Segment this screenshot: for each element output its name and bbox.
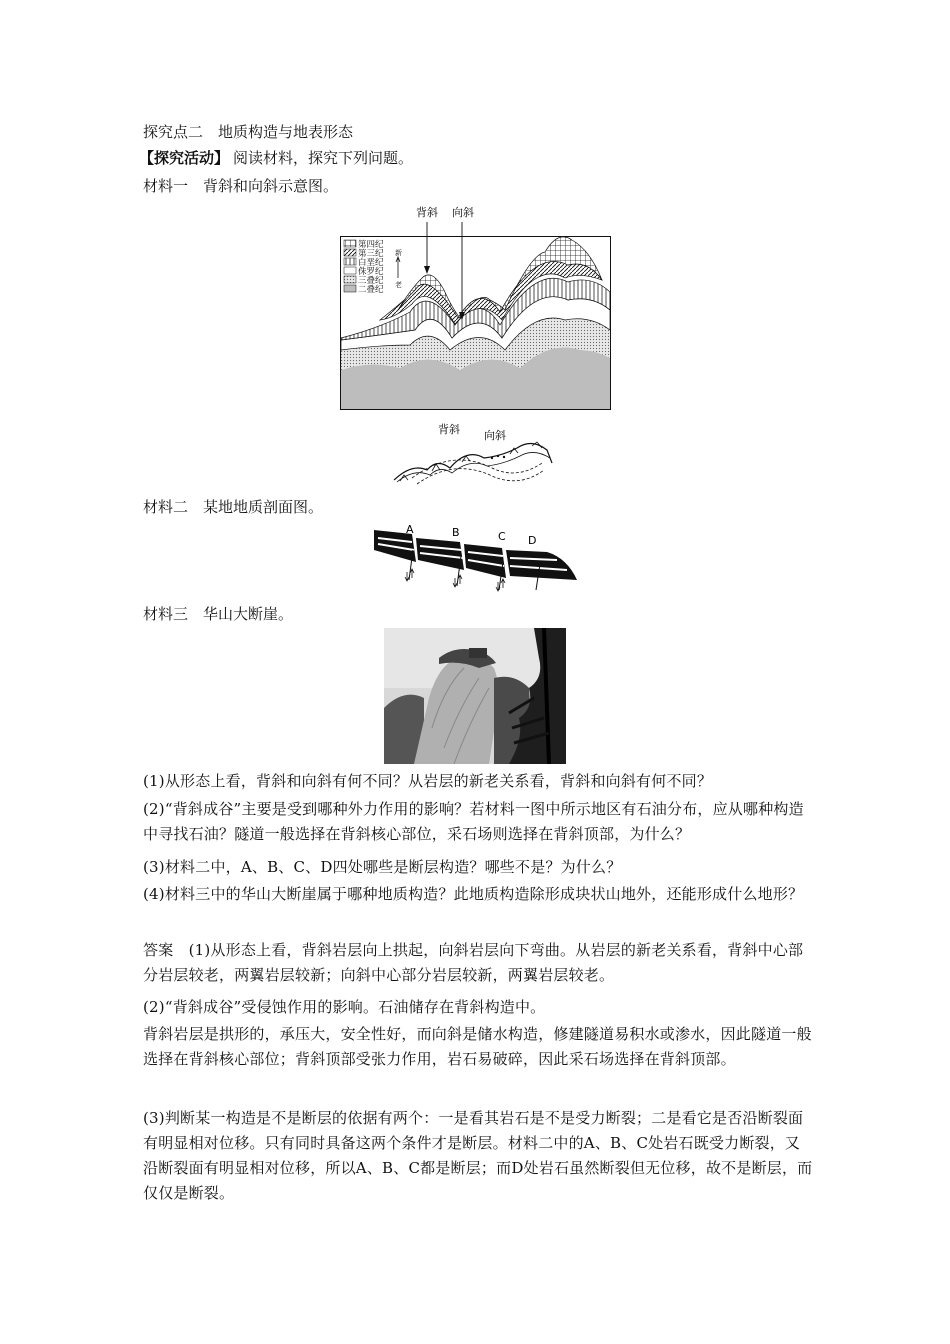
legend-label: 三叠纪 bbox=[358, 276, 384, 286]
legend-label: 第四纪 bbox=[358, 240, 384, 250]
section-title: 探究点二 地质构造与地表形态 bbox=[143, 123, 354, 141]
point-label-c: C bbox=[498, 530, 506, 543]
material1-label: 材料一 背斜和向斜示意图。 bbox=[143, 177, 339, 195]
answer-2-detail: 背斜岩层是拱形的，承压大，安全性好，而向斜是储水构造，修建隧道易积水或渗水，因此隧道一般选择在背斜核心部位；背斜顶部受张力作用，岩石易破碎，因此采石场选择在背斜顶部。 bbox=[143, 1025, 812, 1068]
cross-section-diagram bbox=[372, 520, 582, 592]
anticline-syncline-diagram bbox=[340, 200, 612, 412]
answer-1: 答案 (1)从形态上看，背斜岩层向上拱起，向斜岩层向下弯曲。从岩层的新老关系看，背斜中心部分岩层较老，两翼岩层较新；向斜中心部分岩层较新，两翼岩层较老。 bbox=[143, 941, 804, 984]
legend-label: 二叠纪 bbox=[358, 285, 384, 295]
anticline-label-small: 背斜 bbox=[438, 423, 460, 436]
point-label-d: D bbox=[528, 534, 537, 547]
question-4: (4)材料三中的华山大断崖属于哪种地质构造？此地质构造除形成块状山地外，还能形成什么地形？ bbox=[143, 885, 804, 903]
answer-3: (3)判断某一构造是不是断层的依据有两个：一是看其岩石是不是受力断裂；二是看它是否沿断裂面有明显相对位移。只有同时具备这两个条件才是断层。材料二中的A、B、C处岩石既受力断裂，又沿断裂面有明显相对位移，所以A、B、C都是断层；而D处岩石虽然断裂但无位移，故不是断层，而仅仅是断裂。 bbox=[143, 1109, 813, 1202]
material3-label: 材料三 华山大断崖。 bbox=[143, 605, 294, 623]
question-1: (1)从形态上看，背斜和向斜有何不同？从岩层的新老关系看，背斜和向斜有何不同？ bbox=[143, 772, 713, 790]
legend-label: 侏罗纪 bbox=[358, 267, 384, 277]
legend-old-label: 老 bbox=[395, 281, 402, 289]
syncline-label: 向斜 bbox=[452, 206, 474, 219]
anticline-label: 背斜 bbox=[416, 206, 438, 219]
material2-label: 材料二 某地地质剖面图。 bbox=[143, 498, 324, 516]
legend-label: 白垩纪 bbox=[358, 258, 384, 268]
activity-line bbox=[139, 147, 413, 169]
legend-new-label: 新 bbox=[395, 249, 402, 257]
activity-text: 阅读材料，探究下列问题。 bbox=[233, 149, 414, 167]
landform-diagram bbox=[392, 418, 562, 490]
point-label-a: A bbox=[406, 523, 414, 536]
activity-tag: 【探究活动】 bbox=[139, 149, 230, 167]
syncline-label-small: 向斜 bbox=[484, 429, 506, 442]
question-2: (2)“背斜成谷”主要是受到哪种外力作用的影响？若材料一图中所示地区有石油分布，应从哪种构造中寻找石油？隧道一般选择在背斜核心部位，采石场则选择在背斜顶部，为什么？ bbox=[143, 800, 804, 843]
huashan-cliff-photo bbox=[384, 628, 566, 764]
question-3: (3)材料二中，A、B、C、D四处哪些是断层构造？哪些不是？为什么？ bbox=[143, 858, 622, 876]
legend-label: 第三纪 bbox=[358, 249, 384, 259]
point-label-b: B bbox=[452, 526, 460, 539]
answer-2: (2)“背斜成谷”受侵蚀作用的影响。石油储存在背斜构造中。 bbox=[143, 998, 546, 1016]
